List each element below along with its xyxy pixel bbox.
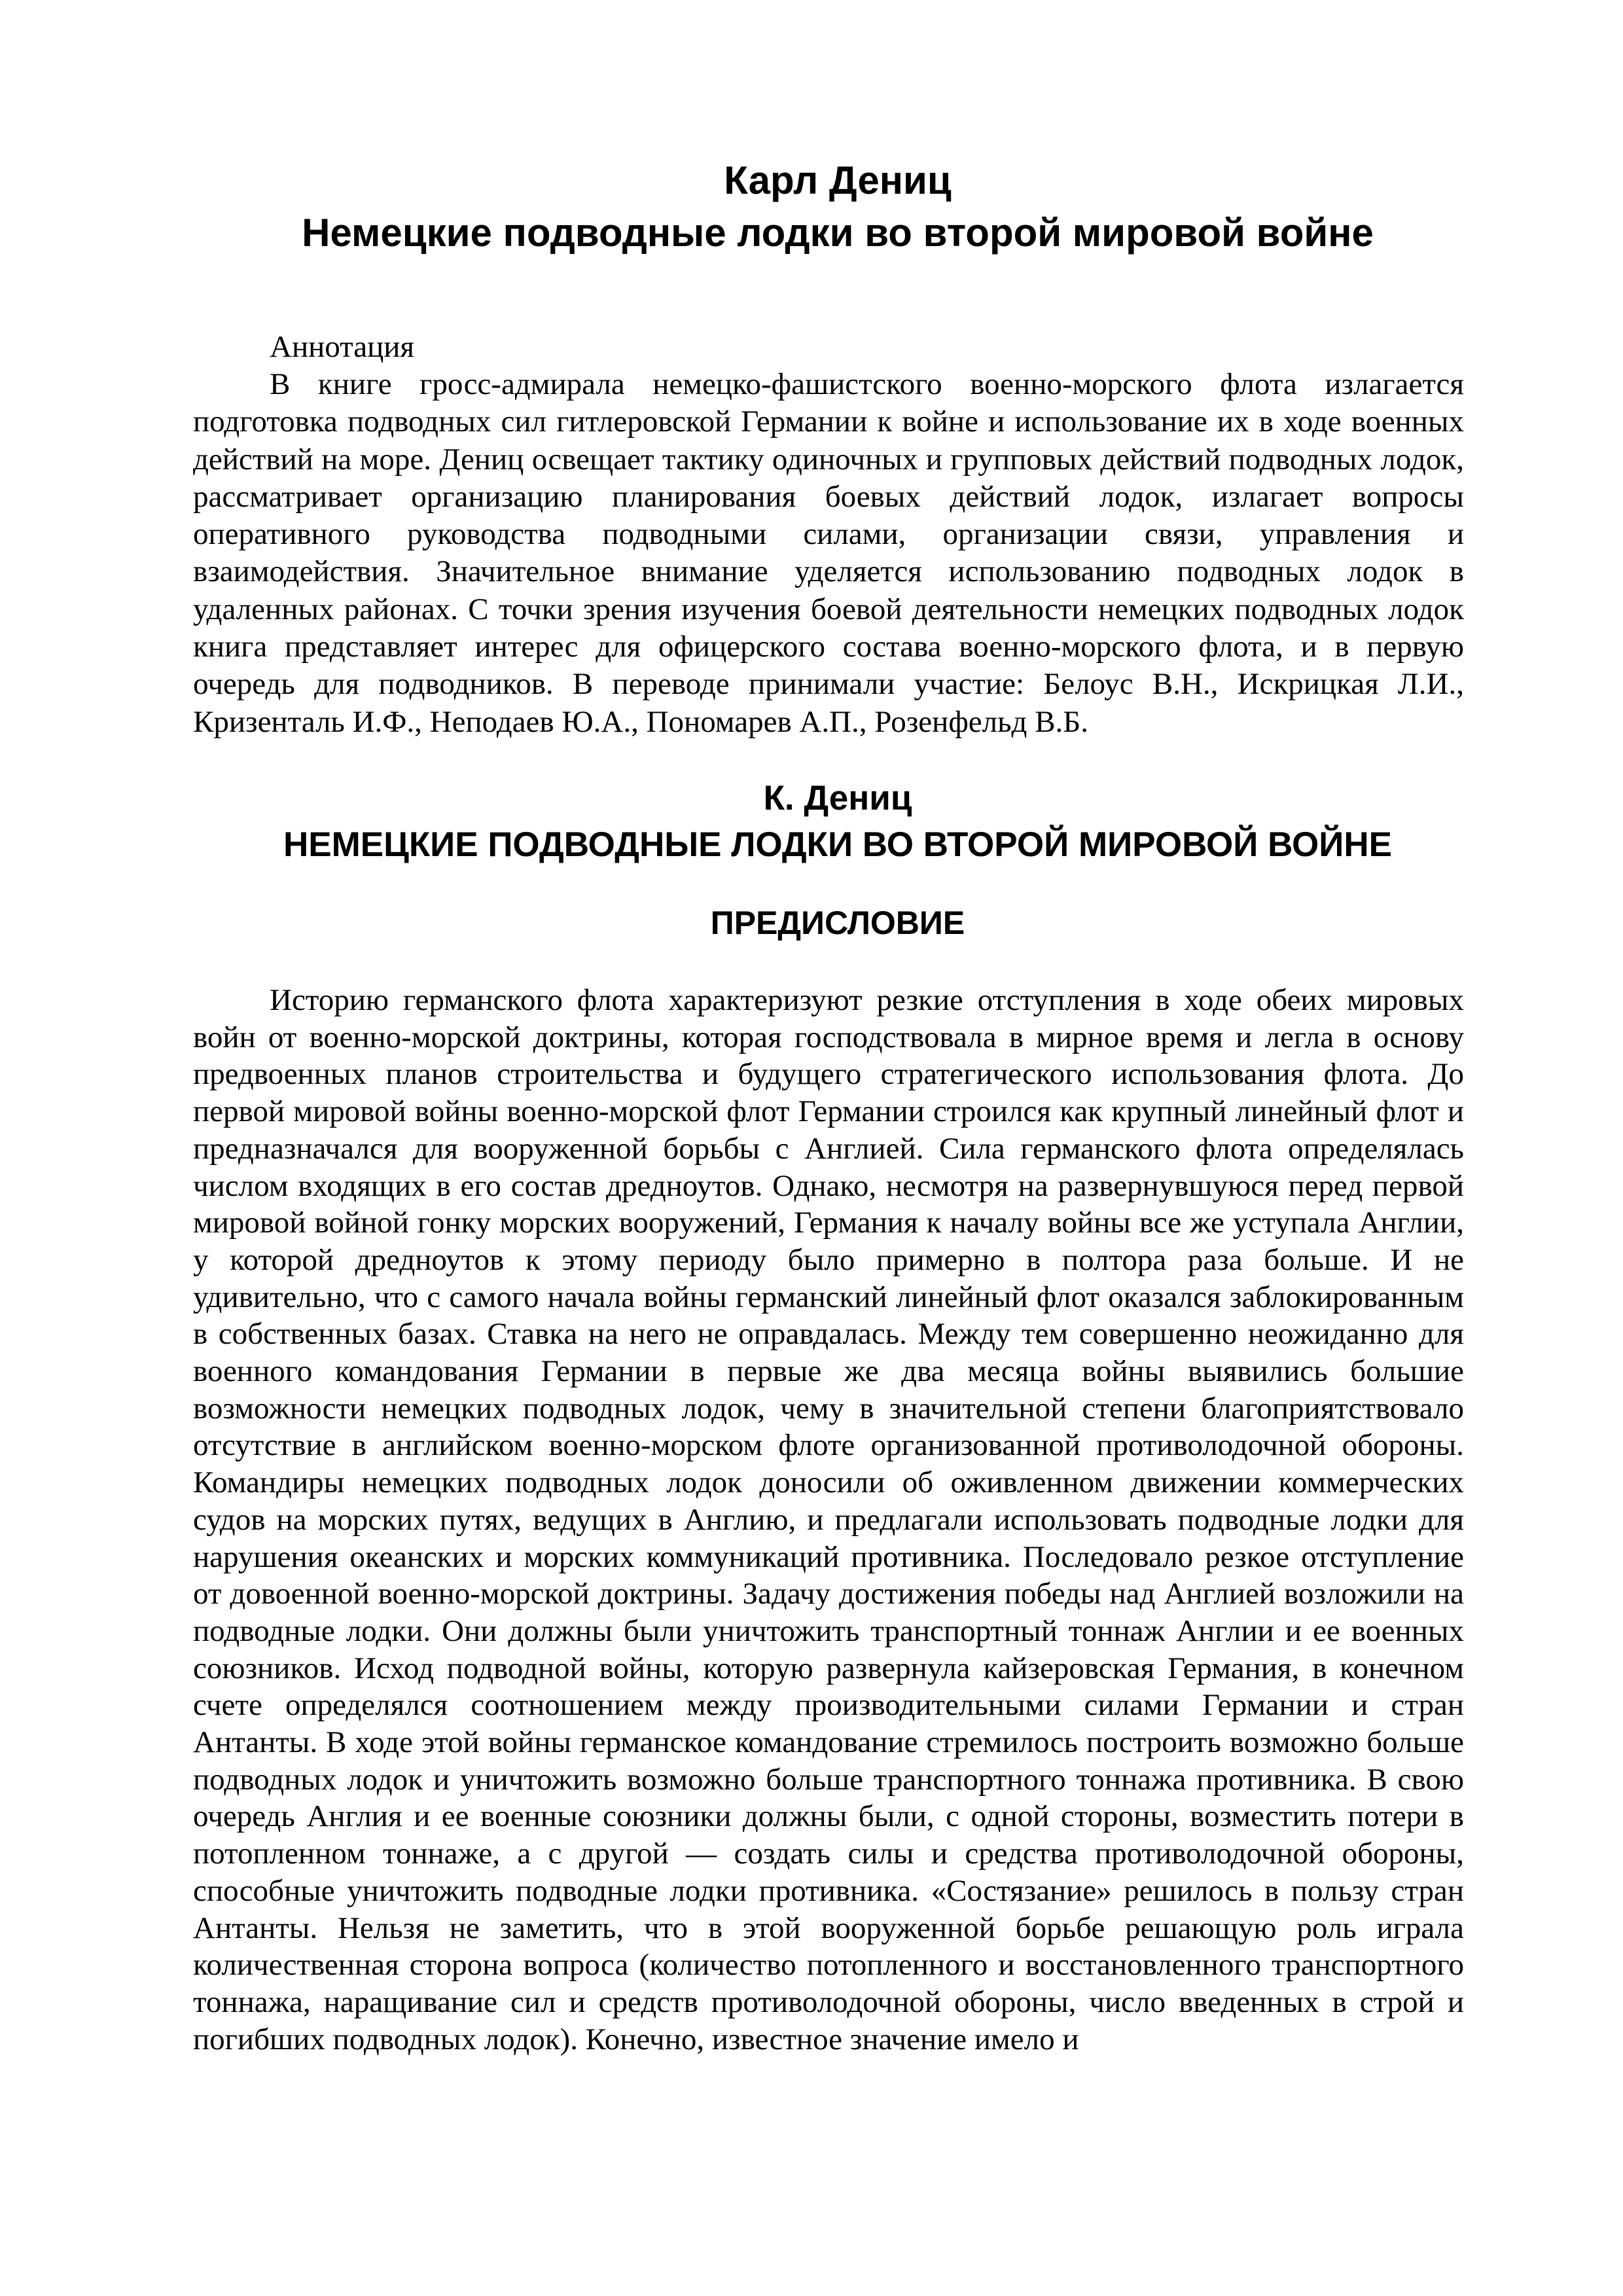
preface-heading: ПРЕДИСЛОВИЕ	[710, 905, 965, 941]
annotation-label: Аннотация	[270, 330, 415, 364]
annotation-text: В книге гросс-адмирала немецко-фашистского военно-морского флота излагается подготовка подводных сил гитлеровской Германии к войне и использование их в ходе военных действий на море. Дениц освещает тактику одиночных и групповых действий подводных лодок, рассматривает организацию планирования боевых действий лодок, излагает вопросы оперативного руководства подводными силами, организации связи, управления и взаимодействия. Значительное внимание уделяется использованию подводных лодок в удаленных районах. С точки зрения изучения боевой деятельности немецких подводных лодок книга представляет интерес для офицерского состава военно-морского флота, и в первую очередь для подводников. В переводе принимали участие: Белоус В.Н., Искрицкая Л.И., Кризенталь И.Ф., Неподаев Ю.А., Пономарев А.П., Розенфельд В.Б.	[193, 367, 1464, 739]
preface-text: Историю германского флота характеризуют резкие отступления в ходе обеих мировых войн от военно-морской доктрины, которая господствовала в мирное время и легла в основу предвоенных планов строительства и будущего стратегического использования флота. До первой мировой войны военно-морской флот Германии строился как крупный линейный флот и предназначался для вооруженной борьбы с Англией. Сила германского флота определялась числом входящих в его состав дредноутов. Однако, несмотря на развернувшуюся перед первой мировой войной гонку морских вооружений, Германия к началу войны все же уступала Англии, у которой дредноутов к этому периоду было примерно в полтора раза больше. И не удивительно, что с самого начала войны германский линейный флот оказался заблокированным в собственных базах. Ставка на него не оправдалась. Между тем совершенно неожиданно для военного командования Германии в первые же два месяца войны выявились большие возможности немецких подводных лодок, чему в значительной степени благоприятствовало отсутствие в английском военно-морском флоте организованной противолодочной обороны. Командиры немецких подводных лодок доносили об оживленном движении коммерческих судов на морских путях, ведущих в Англию, и предлагали использовать подводные лодки для нарушения океанских и морских коммуникаций противника. Последовало резкое отступление от довоенной военно-морской доктрины. Задачу достижения победы над Англией возложили на подводные лодки. Они должны были уничтожить транспортный тоннаж Англии и ее военных союзников. Исход подводной войны, которую развернула кайзеровская Германия, в конечном счете определялся соотношением между производительными силами Германии и стран Антанты. В ходе этой войны германское командование стремилось построить возможно больше подводных лодок и уничтожить возможно больше транспортного тоннажа противника. В свою очередь Англия и ее военные союзники должны были, с одной стороны, возместить потери в потопленном тоннаже, а с другой — создать силы и средства противолодочной обороны, способные уничтожить подводные лодки противника. «Состязание» решилось в пользу стран Антанты. Нельзя не заметить, что в этой вооруженной борьбе решающую роль играла количественная сторона вопроса (количество потопленного и восстановленного транспортного тоннажа, наращивание сил и средств противолодочной обороны, число введенных в строй и погибших подводных лодок). Конечно, известное значение имело и	[193, 983, 1464, 2056]
document-author: Карл Дениц	[724, 158, 952, 202]
section-author: К. Дениц	[763, 779, 912, 817]
document-title: Немецкие подводные лодки во второй мировой войне	[302, 211, 1374, 255]
section-title: НЕМЕЦКИЕ ПОДВОДНЫЕ ЛОДКИ ВО ВТОРОЙ МИРОВОЙ ВОЙНЕ	[283, 825, 1392, 864]
document-title-block	[190, 154, 1486, 259]
